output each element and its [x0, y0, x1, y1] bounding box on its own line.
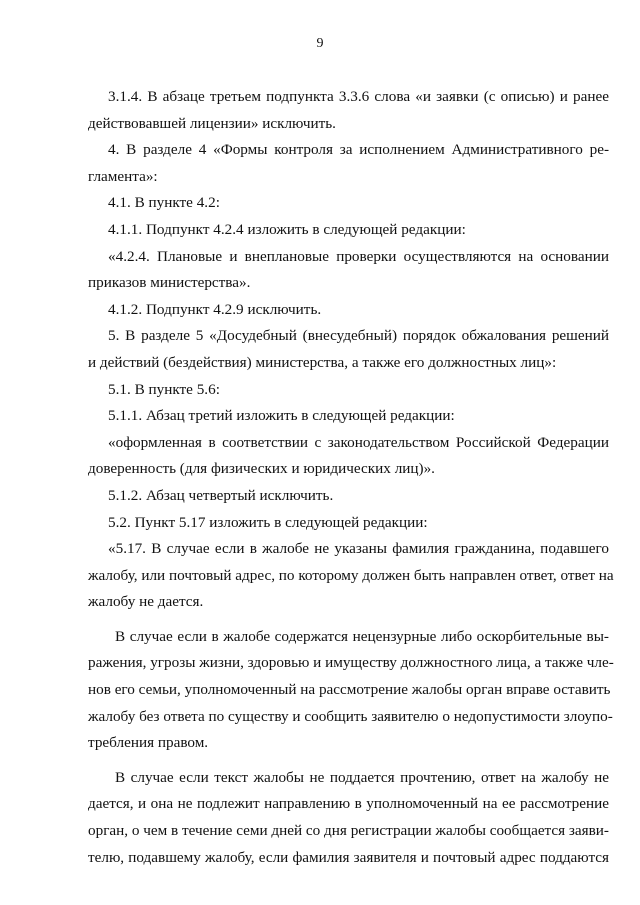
text-line: гламента»:: [88, 167, 158, 185]
text-line: орган, о чем в течение семи дней со дня регистрации жалобы сообщается заяви-: [88, 822, 609, 840]
text-line: нов его семьи, уполномоченный на рассмотрение жалобы орган вправе оставить: [88, 681, 611, 699]
text-line: жалобу не дается.: [88, 593, 204, 611]
text-line: 3.1.4. В абзаце третьем подпункта 3.3.6 слова «и заявки (с описью) и ранее: [108, 88, 609, 105]
text-line: приказов министерства».: [88, 274, 251, 292]
text-line: дается, и она не подлежит направлению в уполномоченный на ее рассмотрение: [88, 795, 609, 813]
text-line: «оформленная в соответствии с законодательством Российской Федерации: [108, 433, 609, 451]
text-line: 4.1.1. Подпункт 4.2.4 изложить в следующей редакции:: [108, 220, 466, 238]
text-line: требления правом.: [88, 734, 209, 752]
text-line: 5.1. В пункте 5.6:: [108, 380, 220, 398]
text-line: ражения, угрозы жизни, здоровью и имуществу должностного лица, а также чле-: [88, 654, 614, 672]
text-line: 5.1.2. Абзац четвертый исключить.: [108, 486, 334, 504]
text-line: доверенность (для физических и юридических лиц)».: [88, 460, 435, 478]
text-line: жалобу, или почтовый адрес, по которому должен быть направлен ответ, ответ на: [88, 566, 614, 584]
text-line: «4.2.4. Плановые и внеплановые проверки осуществляются на основании: [108, 247, 609, 265]
text-line: 5. В разделе 5 «Досудебный (внесудебный) порядок обжалования решений: [108, 327, 609, 345]
document-body: [88, 84, 614, 871]
text-line: телю, подавшему жалобу, если фамилия заявителя и почтовый адрес поддаются: [88, 848, 609, 866]
page-number: 9: [316, 36, 324, 51]
text-line: 4.1.2. Подпункт 4.2.9 исключить.: [108, 300, 322, 318]
text-line: «5.17. В случае если в жалобе не указаны фамилия гражданина, подавшего: [108, 540, 609, 558]
text-line: и действий (бездействия) министерства, а также его должностных лиц»:: [88, 353, 557, 371]
text-line: 5.2. Пункт 5.17 изложить в следующей редакции:: [108, 513, 428, 531]
text-line: жалобу без ответа по существу и сообщить заявителю о недопустимости злоупо-: [88, 707, 613, 725]
text-line: действовавшей лицензии» исключить.: [88, 114, 336, 132]
text-line: 5.1.1. Абзац третий изложить в следующей редакции:: [108, 407, 455, 425]
text-line: В случае если текст жалобы не поддается прочтению, ответ на жалобу не: [115, 768, 609, 786]
text-line: 4. В разделе 4 «Формы контроля за исполнением Административного ре-: [108, 141, 609, 159]
text-line: В случае если в жалобе содержатся нецензурные либо оскорбительные вы-: [115, 627, 609, 645]
text-line: 4.1. В пункте 4.2:: [108, 194, 220, 212]
